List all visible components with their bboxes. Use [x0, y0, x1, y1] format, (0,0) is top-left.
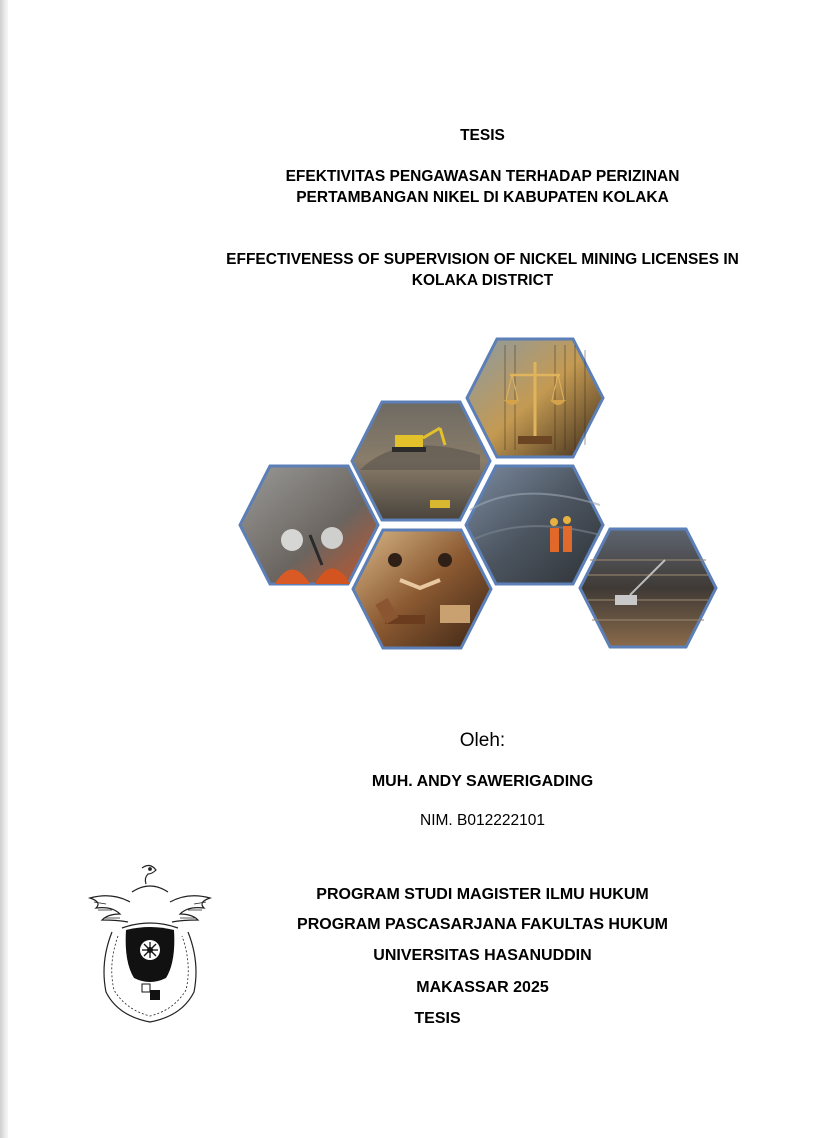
graduate-program: PROGRAM PASCASARJANA FAKULTAS HUKUM: [297, 916, 668, 933]
title-id-line-2: PERTAMBANGAN NIKEL DI KABUPATEN KOLAKA: [296, 189, 669, 206]
title-en-line-2: KOLAKA DISTRICT: [411, 272, 554, 289]
handshake-gavel-tile: [353, 530, 491, 648]
title-id-line-1: EFEKTIVITAS PENGAWASAN TERHADAP PERIZINAN: [285, 168, 680, 185]
excavator-mine-tile: [352, 402, 490, 520]
mining-machinery-tile: [580, 529, 716, 647]
university-name: UNIVERSITAS HASANUDDIN: [373, 947, 592, 964]
author-name: MUH. ANDY SAWERIGADING: [371, 773, 594, 790]
document-type-label-bottom: TESIS: [414, 1010, 461, 1027]
title-en-line-1: EFFECTIVENESS OF SUPERVISION OF NICKEL MINING LICENSES IN: [226, 251, 739, 268]
document-type-label: TESIS: [460, 127, 505, 144]
author-prefix: Oleh:: [459, 730, 506, 751]
student-id: NIM. B012222101: [420, 812, 545, 829]
scales-of-justice-tile: [467, 339, 603, 457]
study-program: PROGRAM STUDI MAGISTER ILMU HUKUM: [316, 886, 649, 903]
city-year: MAKASSAR 2025: [416, 979, 549, 996]
open-pit-workers-tile: [466, 466, 603, 584]
miners-helmets-tile: [240, 466, 378, 584]
